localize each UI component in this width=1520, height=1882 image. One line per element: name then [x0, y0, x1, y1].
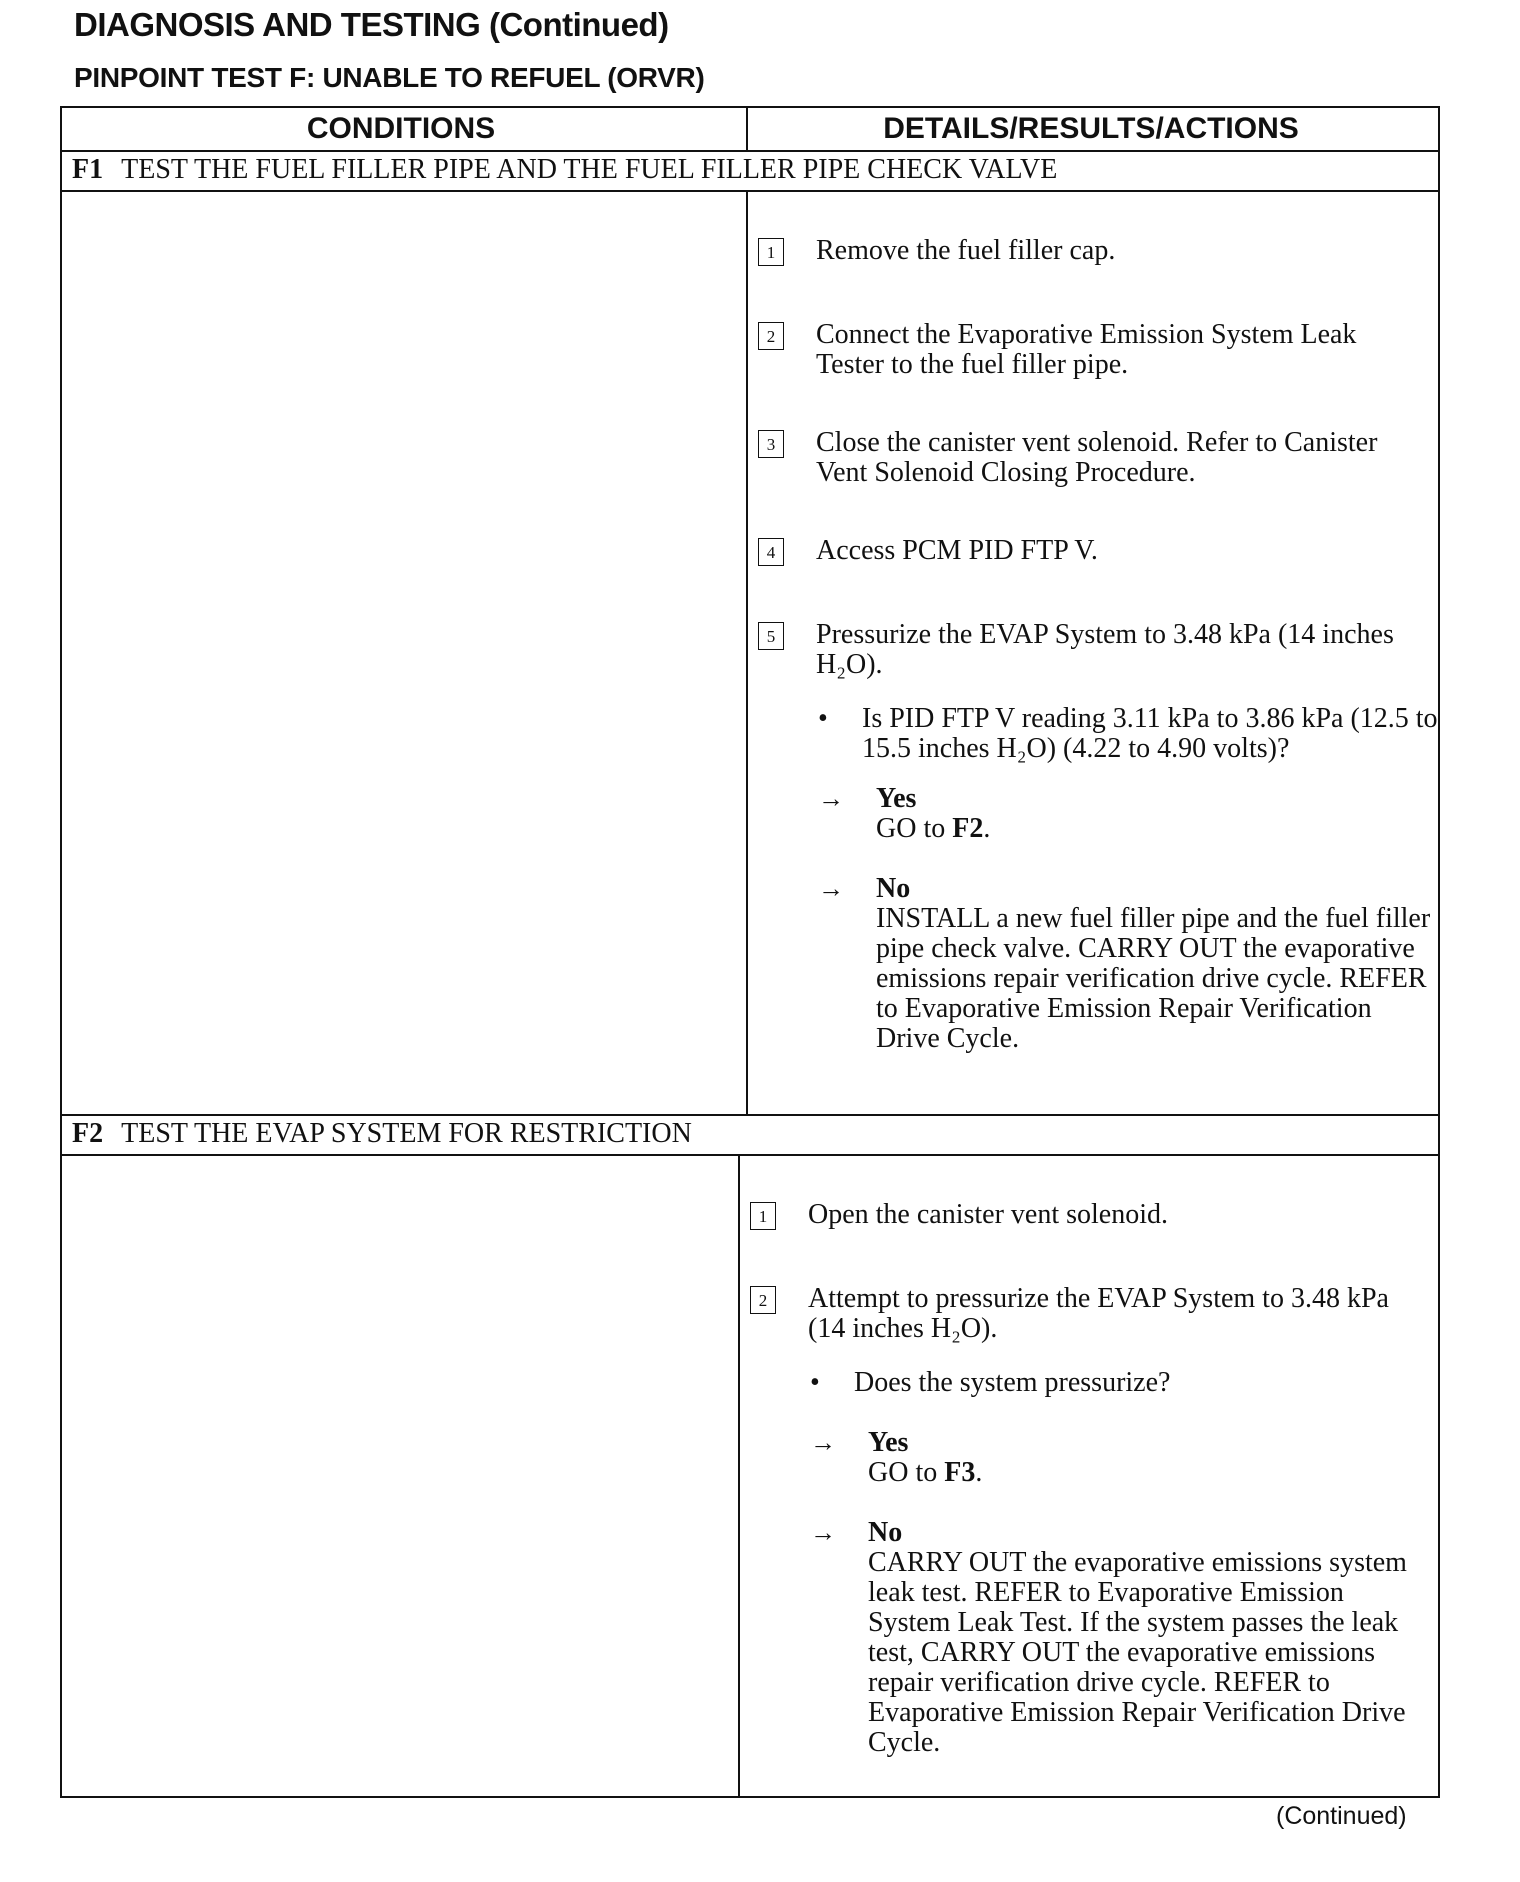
yes-label: Yes [876, 783, 917, 814]
section-f2-header [72, 1118, 692, 1150]
no-label: No [868, 1517, 903, 1548]
arrow-right-icon: → [810, 1518, 836, 1547]
f1-no-branch [818, 874, 1438, 1054]
column-divider-header [746, 108, 748, 150]
step-number-box: 2 [750, 1286, 776, 1314]
yes-action [868, 1458, 1430, 1488]
section-f2-conditions-cell [62, 1156, 738, 1796]
question-text: Is PID FTP V reading 3.11 kPa to 3.86 kPa (12.5 to 15.5 inches H₂O) (4.22 to 4.90 volts)? [862, 703, 1438, 764]
step-number-box: 1 [750, 1202, 776, 1230]
section-f2-title: TEST THE EVAP SYSTEM FOR RESTRICTION [121, 1118, 692, 1149]
f1-step-2 [758, 320, 1408, 380]
step-text: Connect the Evaporative Emission System Leak Tester to the fuel filler pipe. [816, 319, 1357, 380]
step-number-box: 3 [758, 430, 784, 458]
header-divider [62, 150, 1438, 152]
f1-yes-branch [818, 784, 1438, 844]
f1-step-4 [758, 536, 1408, 566]
section-f1-details-cell [748, 192, 1440, 1114]
yes-action [876, 814, 1438, 844]
section-f2-code: F2 [72, 1118, 104, 1149]
step-number-box: 5 [758, 622, 784, 650]
yes-action-text: GO to [876, 813, 953, 844]
bullet-icon: • [810, 1367, 820, 1398]
arrow-right-icon: → [818, 784, 844, 813]
continued-note: (Continued) [1276, 1802, 1407, 1830]
arrow-right-icon: → [818, 874, 844, 903]
f2-step-1 [750, 1200, 1400, 1230]
section-f1-header [72, 154, 1057, 186]
f1-question [818, 704, 1438, 764]
yes-action-text: GO to [868, 1457, 945, 1488]
column-header-conditions: CONDITIONS [306, 112, 496, 145]
f1-step-5 [758, 620, 1408, 680]
f2-yes-branch [810, 1428, 1430, 1488]
goto-ref-f2: F2 [952, 813, 984, 844]
step-number-box: 2 [758, 322, 784, 350]
step-text: Open the canister vent solenoid. [808, 1199, 1169, 1230]
pinpoint-test-table [60, 106, 1440, 1798]
section-f2-details-cell [740, 1156, 1440, 1796]
f2-step-2 [750, 1284, 1400, 1344]
f1-step-1 [758, 236, 1408, 266]
arrow-right-icon: → [810, 1428, 836, 1457]
pinpoint-test-title: PINPOINT TEST F: UNABLE TO REFUEL (ORVR) [74, 62, 705, 93]
step-text: Close the canister vent solenoid. Refer to Canister Vent Solenoid Closing Procedure. [816, 427, 1378, 488]
step-text: Pressurize the EVAP System to 3.48 kPa (14 inches H₂O). [816, 619, 1394, 680]
yes-label: Yes [868, 1427, 909, 1458]
step-number-box: 1 [758, 238, 784, 266]
column-header-details: DETAILS/RESULTS/ACTIONS [883, 112, 1299, 145]
no-action: INSTALL a new fuel filler pipe and the fuel filler pipe check valve. CARRY OUT the evaporative emissions repair verification drive cycle. REFER to Evaporative Emission Repair Verification Drive Cycle. [876, 903, 1431, 1054]
step-text: Access PCM PID FTP V. [816, 535, 1098, 566]
f2-question [810, 1368, 1430, 1398]
section-f1-conditions-cell [62, 192, 746, 1114]
f1-step-3 [758, 428, 1408, 488]
step-text: Attempt to pressurize the EVAP System to 3.48 kPa (14 inches H₂O). [808, 1283, 1389, 1344]
section-f2-top-divider [62, 1114, 1438, 1116]
no-action: CARRY OUT the evaporative emissions system leak test. REFER to Evaporative Emission System Leak Test. If the system passes the leak test, CARRY OUT the evaporative emissions repair verification drive cycle. REFER to Evaporative Emission Repair Verification Drive Cycle. [868, 1547, 1407, 1758]
no-label: No [876, 873, 911, 904]
goto-ref-f3: F3 [944, 1457, 976, 1488]
yes-action-suffix: . [983, 813, 991, 844]
f2-no-branch [810, 1518, 1430, 1758]
section-f1-code: F1 [72, 154, 104, 185]
step-text: Remove the fuel filler cap. [816, 235, 1116, 266]
section-f1-title: TEST THE FUEL FILLER PIPE AND THE FUEL FILLER PIPE CHECK VALVE [121, 154, 1058, 185]
page-title: DIAGNOSIS AND TESTING (Continued) [74, 6, 669, 43]
bullet-icon: • [818, 703, 828, 734]
step-number-box: 4 [758, 538, 784, 566]
yes-action-suffix: . [975, 1457, 983, 1488]
question-text: Does the system pressurize? [854, 1367, 1171, 1398]
